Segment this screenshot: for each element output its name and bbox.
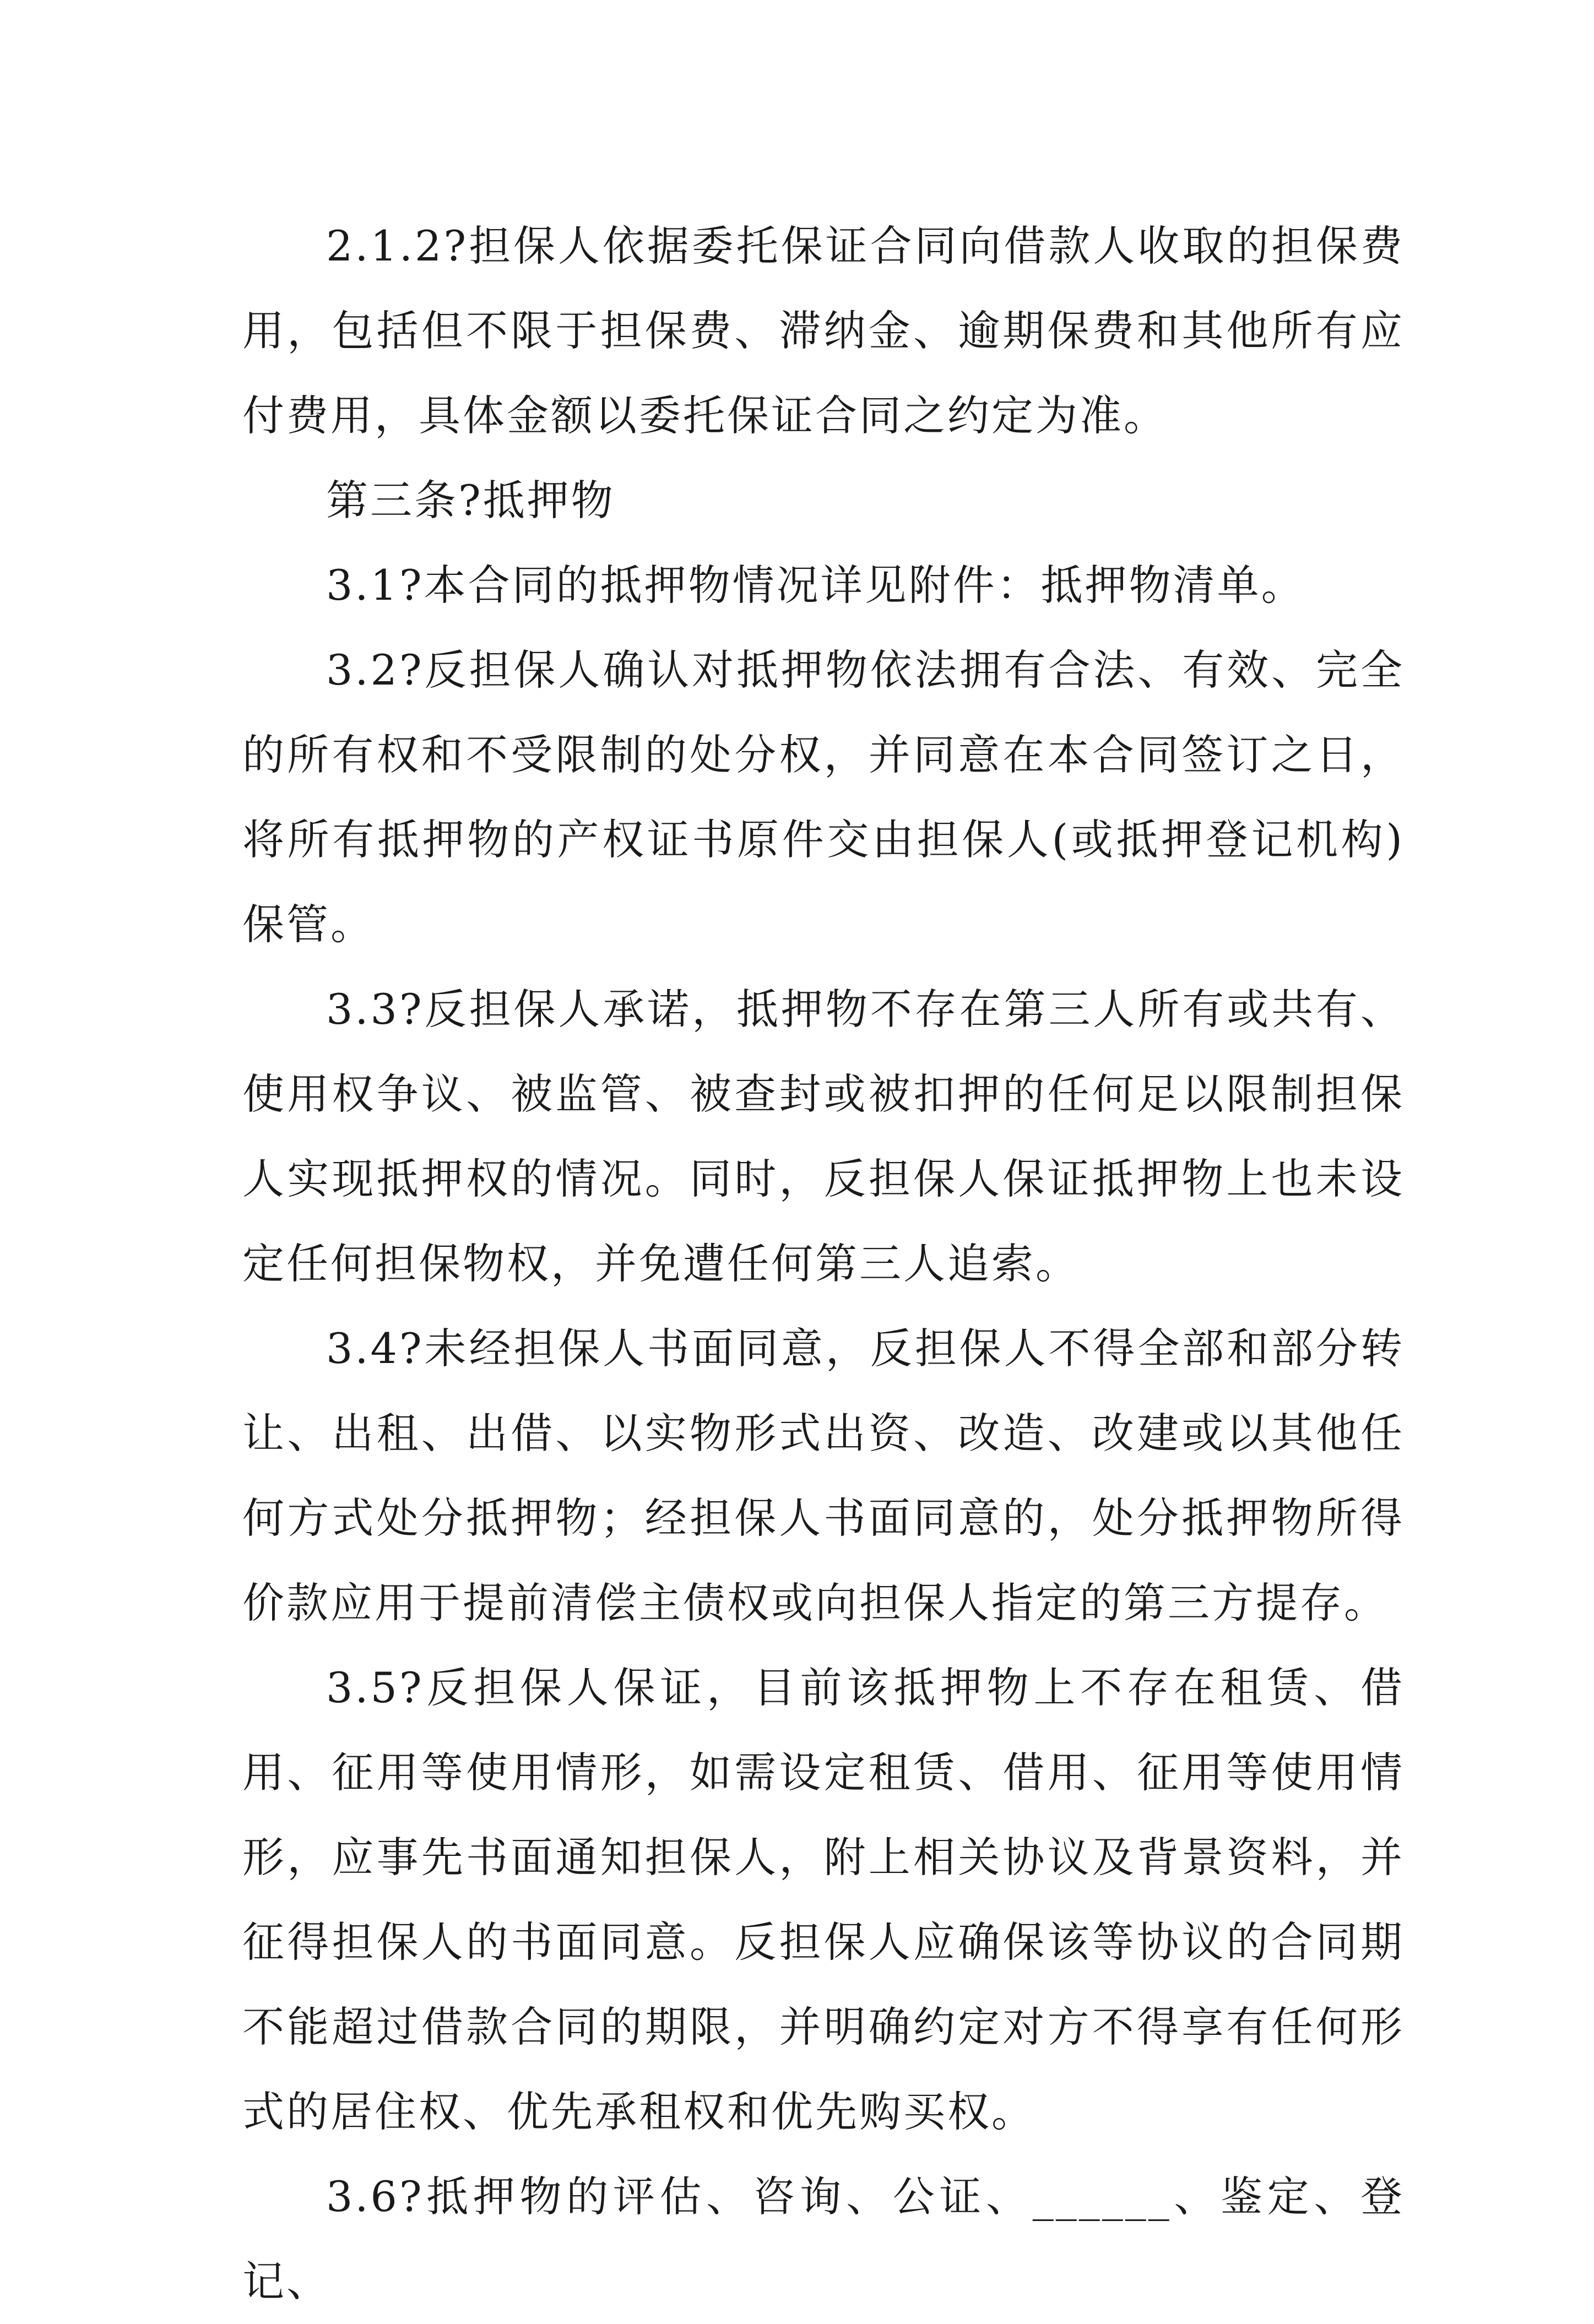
paragraph-3-4: 3.4?未经担保人书面同意，反担保人不得全部和部分转让、出租、出借、以实物形式出资、改造、改建或以其他任何方式处分抵押物；经担保人书面同意的，处分抵押物所得价款应用于提前清偿主债权或向担保人指定的第三方提存。 xyxy=(242,1324,1405,1627)
paragraph-3-3: 3.3?反担保人承诺，抵押物不存在第三人所有或共有、使用权争议、被监管、被查封或被扣押的任何足以限制担保人实现抵押权的情况。同时，反担保人保证抵押物上也未设定任何担保物权，并免遭任何第三人追索。 xyxy=(242,985,1405,1288)
paragraph-3-1: 3.1?本合同的抵押物情况详见附件：抵押物清单。 xyxy=(326,561,1305,610)
article-3-heading: 第三条?抵押物 xyxy=(326,476,615,525)
paragraph-2-1-2: 2.1.2?担保人依据委托保证合同向借款人收取的担保费用，包括但不限于担保费、滞纳金、逾期保费和其他所有应付费用，具体金额以委托保证合同之约定为准。 xyxy=(242,221,1405,440)
paragraph-3-5: 3.5?反担保人保证，目前该抵押物上不存在租赁、借用、征用等使用情形，如需设定租赁、借用、征用等使用情形，应事先书面通知担保人，附上相关协议及背景资料，并征得担保人的书面同意。反担保人应确保该等协议的合同期不能超过借款合同的期限，并明确约定对方不得享有任何形式的居住权、优先承租权和优先购买权。 xyxy=(242,1663,1405,2136)
document-body xyxy=(242,204,1405,2324)
paragraph-3-2: 3.2?反担保人确认对抵押物依法拥有合法、有效、完全的所有权和不受限制的处分权，并同意在本合同签订之日，将所有抵押物的产权证书原件交由担保人(或抵押登记机构)保管。 xyxy=(242,645,1405,949)
paragraph-3-6: 3.6?抵押物的评估、咨询、公证、______、鉴定、登记、 xyxy=(242,2172,1405,2306)
